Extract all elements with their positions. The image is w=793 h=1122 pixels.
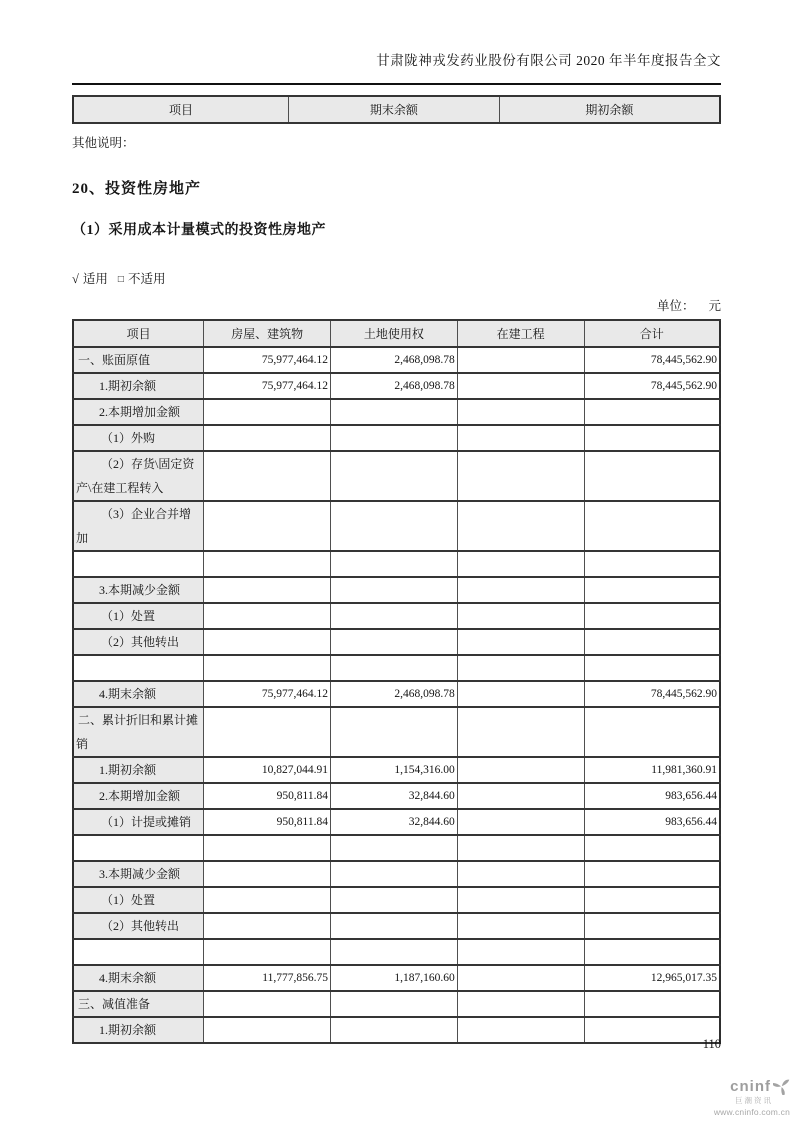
value-cell <box>330 991 457 1017</box>
value-cell <box>457 809 584 835</box>
table-row <box>73 783 720 809</box>
value-cell <box>330 1017 457 1043</box>
table-row <box>73 577 720 603</box>
unit-value: 元 <box>708 299 721 313</box>
value-cell: 78,445,562.90 <box>584 373 720 399</box>
summary-table-header-row <box>73 96 720 123</box>
table-row <box>73 373 720 399</box>
cninfo-chinese-name: 巨潮资讯 <box>735 1096 773 1105</box>
table-row <box>73 1017 720 1043</box>
col-construction-in-progress: 在建工程 <box>457 320 584 347</box>
table-row <box>73 887 720 913</box>
row-label-cell: （3）企业合并增加 <box>73 501 204 551</box>
value-cell: 11,777,856.75 <box>204 965 331 991</box>
value-cell <box>204 577 331 603</box>
value-cell <box>330 451 457 501</box>
value-cell: 78,445,562.90 <box>584 347 720 373</box>
row-label-cell: （2）其他转出 <box>73 629 204 655</box>
table-row <box>73 551 720 577</box>
value-cell <box>330 425 457 451</box>
subsection-heading: （1）采用成本计量模式的投资性房地产 <box>72 223 326 238</box>
value-cell <box>457 655 584 681</box>
value-cell <box>204 629 331 655</box>
value-cell <box>584 835 720 861</box>
cninfo-url: www.cninfo.com.cn <box>713 1106 790 1117</box>
value-cell <box>457 501 584 551</box>
value-cell <box>457 551 584 577</box>
value-cell <box>204 551 331 577</box>
row-label-cell: 二、累计折旧和累计摊销 <box>73 707 204 757</box>
value-cell <box>584 399 720 425</box>
row-label-cell: 2.本期增加金额 <box>73 399 204 425</box>
row-label-cell: 4.期末余额 <box>73 965 204 991</box>
col-buildings: 房屋、建筑物 <box>204 320 331 347</box>
col-item: 项目 <box>73 320 204 347</box>
value-cell <box>330 861 457 887</box>
value-cell <box>330 501 457 551</box>
value-cell <box>457 965 584 991</box>
table-row <box>73 991 720 1017</box>
summary-col-beginning-balance: 期初余额 <box>499 96 720 123</box>
value-cell: 10,827,044.91 <box>204 757 331 783</box>
table-row <box>73 835 720 861</box>
value-cell <box>457 629 584 655</box>
table-row <box>73 603 720 629</box>
value-cell <box>457 399 584 425</box>
table-row <box>73 655 720 681</box>
value-cell: 2,468,098.78 <box>330 373 457 399</box>
value-cell <box>584 629 720 655</box>
table-row <box>73 399 720 425</box>
value-cell <box>330 887 457 913</box>
value-cell <box>330 835 457 861</box>
value-cell <box>457 373 584 399</box>
table-row <box>73 965 720 991</box>
value-cell <box>584 425 720 451</box>
table-row <box>73 939 720 965</box>
value-cell <box>457 757 584 783</box>
value-cell: 32,844.60 <box>330 783 457 809</box>
table-row <box>73 681 720 707</box>
row-label-cell <box>73 655 204 681</box>
value-cell: 11,981,360.91 <box>584 757 720 783</box>
value-cell <box>584 861 720 887</box>
value-cell <box>204 887 331 913</box>
value-cell <box>584 1017 720 1043</box>
unit-label: 单位： <box>656 299 695 313</box>
value-cell <box>204 425 331 451</box>
row-label-cell: 1.期初余额 <box>73 373 204 399</box>
value-cell <box>204 451 331 501</box>
value-cell <box>330 655 457 681</box>
value-cell <box>457 835 584 861</box>
summary-col-ending-balance: 期末余额 <box>288 96 499 123</box>
value-cell <box>204 913 331 939</box>
value-cell <box>457 991 584 1017</box>
value-cell <box>584 551 720 577</box>
value-cell: 1,187,160.60 <box>330 965 457 991</box>
table-row <box>73 425 720 451</box>
value-cell <box>584 451 720 501</box>
report-title: 甘肃陇神戎发药业股份有限公司 2020 年半年度报告全文 <box>376 53 721 68</box>
unit-row <box>72 296 721 314</box>
row-label-cell: 4.期末余额 <box>73 681 204 707</box>
value-cell <box>457 603 584 629</box>
value-cell <box>584 939 720 965</box>
value-cell: 983,656.44 <box>584 809 720 835</box>
value-cell <box>584 501 720 551</box>
table-row <box>73 707 720 757</box>
value-cell <box>584 707 720 757</box>
table-row <box>73 913 720 939</box>
value-cell <box>330 603 457 629</box>
value-cell <box>584 887 720 913</box>
value-cell: 12,965,017.35 <box>584 965 720 991</box>
value-cell: 78,445,562.90 <box>584 681 720 707</box>
value-cell <box>330 939 457 965</box>
check-icon: √ <box>72 272 79 286</box>
main-table-body <box>73 347 720 1043</box>
value-cell <box>330 913 457 939</box>
row-label-cell: 2.本期增加金额 <box>73 783 204 809</box>
table-row <box>73 861 720 887</box>
value-cell <box>204 501 331 551</box>
value-cell <box>204 1017 331 1043</box>
value-cell <box>204 399 331 425</box>
cninfo-brand-text: cninf <box>730 1078 771 1095</box>
value-cell <box>584 655 720 681</box>
value-cell <box>204 939 331 965</box>
summary-col-item: 项目 <box>73 96 288 123</box>
value-cell <box>584 577 720 603</box>
row-label-cell <box>73 835 204 861</box>
value-cell <box>204 655 331 681</box>
table-row <box>73 451 720 501</box>
value-cell <box>457 425 584 451</box>
col-total: 合计 <box>584 320 720 347</box>
table-row <box>73 809 720 835</box>
row-label-cell: 三、减值准备 <box>73 991 204 1017</box>
value-cell: 75,977,464.12 <box>204 681 331 707</box>
applicability-row <box>72 269 721 287</box>
value-cell <box>457 707 584 757</box>
row-label-cell: （2）其他转出 <box>73 913 204 939</box>
value-cell <box>330 629 457 655</box>
value-cell: 32,844.60 <box>330 809 457 835</box>
page-content <box>72 0 721 1044</box>
value-cell <box>204 835 331 861</box>
not-applicable-label: 不适用 <box>127 272 166 286</box>
cninfo-logo-top <box>694 1078 790 1095</box>
value-cell <box>584 603 720 629</box>
value-cell: 75,977,464.12 <box>204 347 331 373</box>
value-cell <box>584 913 720 939</box>
value-cell <box>457 577 584 603</box>
value-cell: 1,154,316.00 <box>330 757 457 783</box>
row-label-cell: 3.本期减少金额 <box>73 861 204 887</box>
page-header <box>72 0 721 70</box>
value-cell <box>584 991 720 1017</box>
summary-table <box>72 95 721 124</box>
row-label-cell: （1）外购 <box>73 425 204 451</box>
value-cell <box>330 707 457 757</box>
value-cell <box>204 991 331 1017</box>
value-cell <box>204 861 331 887</box>
row-label-cell: 一、账面原值 <box>73 347 204 373</box>
value-cell <box>457 1017 584 1043</box>
value-cell: 2,468,098.78 <box>330 681 457 707</box>
value-cell <box>457 861 584 887</box>
value-cell <box>204 707 331 757</box>
investment-property-table <box>72 319 721 1044</box>
value-cell <box>457 887 584 913</box>
section-heading: 20、投资性房地产 <box>72 181 202 197</box>
table-row <box>73 757 720 783</box>
page-number: 110 <box>702 1037 721 1051</box>
value-cell <box>457 347 584 373</box>
value-cell <box>330 551 457 577</box>
table-row <box>73 501 720 551</box>
pinwheel-icon <box>773 1078 790 1095</box>
value-cell <box>204 603 331 629</box>
value-cell <box>457 451 584 501</box>
row-label-cell: （1）处置 <box>73 887 204 913</box>
value-cell: 2,468,098.78 <box>330 347 457 373</box>
value-cell <box>330 577 457 603</box>
value-cell: 950,811.84 <box>204 809 331 835</box>
value-cell: 983,656.44 <box>584 783 720 809</box>
value-cell <box>457 939 584 965</box>
value-cell: 950,811.84 <box>204 783 331 809</box>
value-cell <box>457 913 584 939</box>
main-table-header-row <box>73 320 720 347</box>
col-land-use-rights: 土地使用权 <box>330 320 457 347</box>
value-cell <box>330 399 457 425</box>
table-row <box>73 629 720 655</box>
applicable-label: 适用 <box>82 272 108 286</box>
row-label-cell <box>73 939 204 965</box>
value-cell <box>457 783 584 809</box>
row-label-cell: （1）处置 <box>73 603 204 629</box>
value-cell: 75,977,464.12 <box>204 373 331 399</box>
row-label-cell: （1）计提或摊销 <box>73 809 204 835</box>
row-label-cell: 3.本期减少金额 <box>73 577 204 603</box>
other-note: 其他说明： <box>72 136 135 150</box>
cninfo-logo <box>694 1078 790 1116</box>
value-cell <box>457 681 584 707</box>
table-row <box>73 347 720 373</box>
row-label-cell <box>73 551 204 577</box>
header-rule <box>72 83 721 85</box>
row-label-cell: 1.期初余额 <box>73 757 204 783</box>
row-label-cell: 1.期初余额 <box>73 1017 204 1043</box>
checkbox-icon: □ <box>117 274 124 285</box>
row-label-cell: （2）存货\固定资产\在建工程转入 <box>73 451 204 501</box>
